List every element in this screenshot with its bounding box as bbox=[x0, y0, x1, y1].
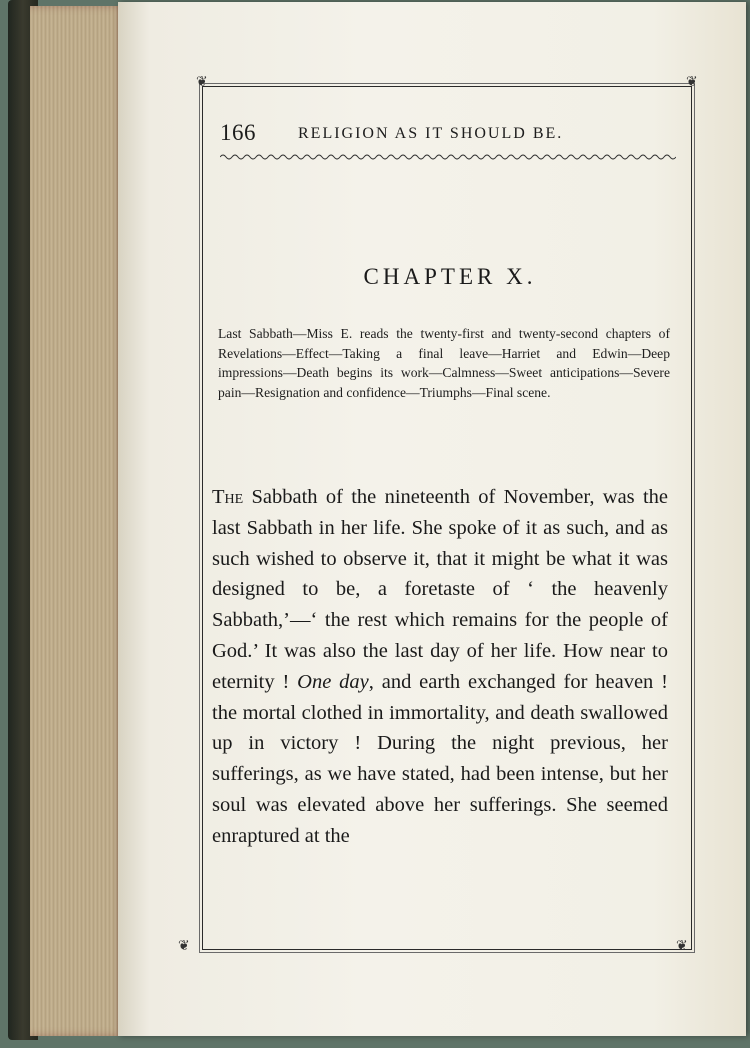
running-head-title: RELIGION AS IT SHOULD BE. bbox=[298, 125, 564, 142]
running-head bbox=[220, 120, 680, 150]
chapter-heading: CHAPTER X. bbox=[363, 264, 537, 289]
lead-word: The bbox=[212, 486, 244, 508]
book-page bbox=[118, 2, 746, 1036]
wavy-rule bbox=[220, 152, 676, 162]
corner-ornament-icon: ❦ bbox=[196, 75, 208, 90]
corner-ornament-icon: ❦ bbox=[686, 75, 698, 90]
corner-ornament-icon: ❦ bbox=[676, 939, 688, 954]
chapter-synopsis: Last Sabbath—Miss E. reads the twenty-first and twenty-second chapters of Revelations—Effect—Taking a final leave—Harriet and Edwin—Deep impressions—Death begins its work—Calmness—Sweet anticipations—Severe pain—Resignation and confidence—Triumphs—Final scene. bbox=[218, 326, 670, 400]
body-text-part-2: , and earth exchanged for heaven ! the mortal clothed in immortality, and death swallowed up in victory ! During the night previous, her sufferings, as we have stated, had been intense, but her soul was elevated above her sufferings. She seemed enraptured at the bbox=[212, 670, 668, 847]
corner-ornament-icon: ❦ bbox=[178, 939, 190, 954]
page-edges bbox=[30, 6, 126, 1036]
body-text-part-1: Sabbath of the nineteenth of November, was the last Sabbath in her life. She spoke of it as such, and as such wished to observe it, that it might be what it was designed to be, a foretaste of ‘ the heavenly Sabbath,’—‘ the rest which remains for the people of God.’ It was also the last day of her life. How near to eternity ! bbox=[212, 486, 668, 693]
page-number: 166 bbox=[220, 120, 256, 145]
emphasized-text: One day bbox=[297, 670, 369, 693]
body-paragraph bbox=[212, 482, 668, 852]
